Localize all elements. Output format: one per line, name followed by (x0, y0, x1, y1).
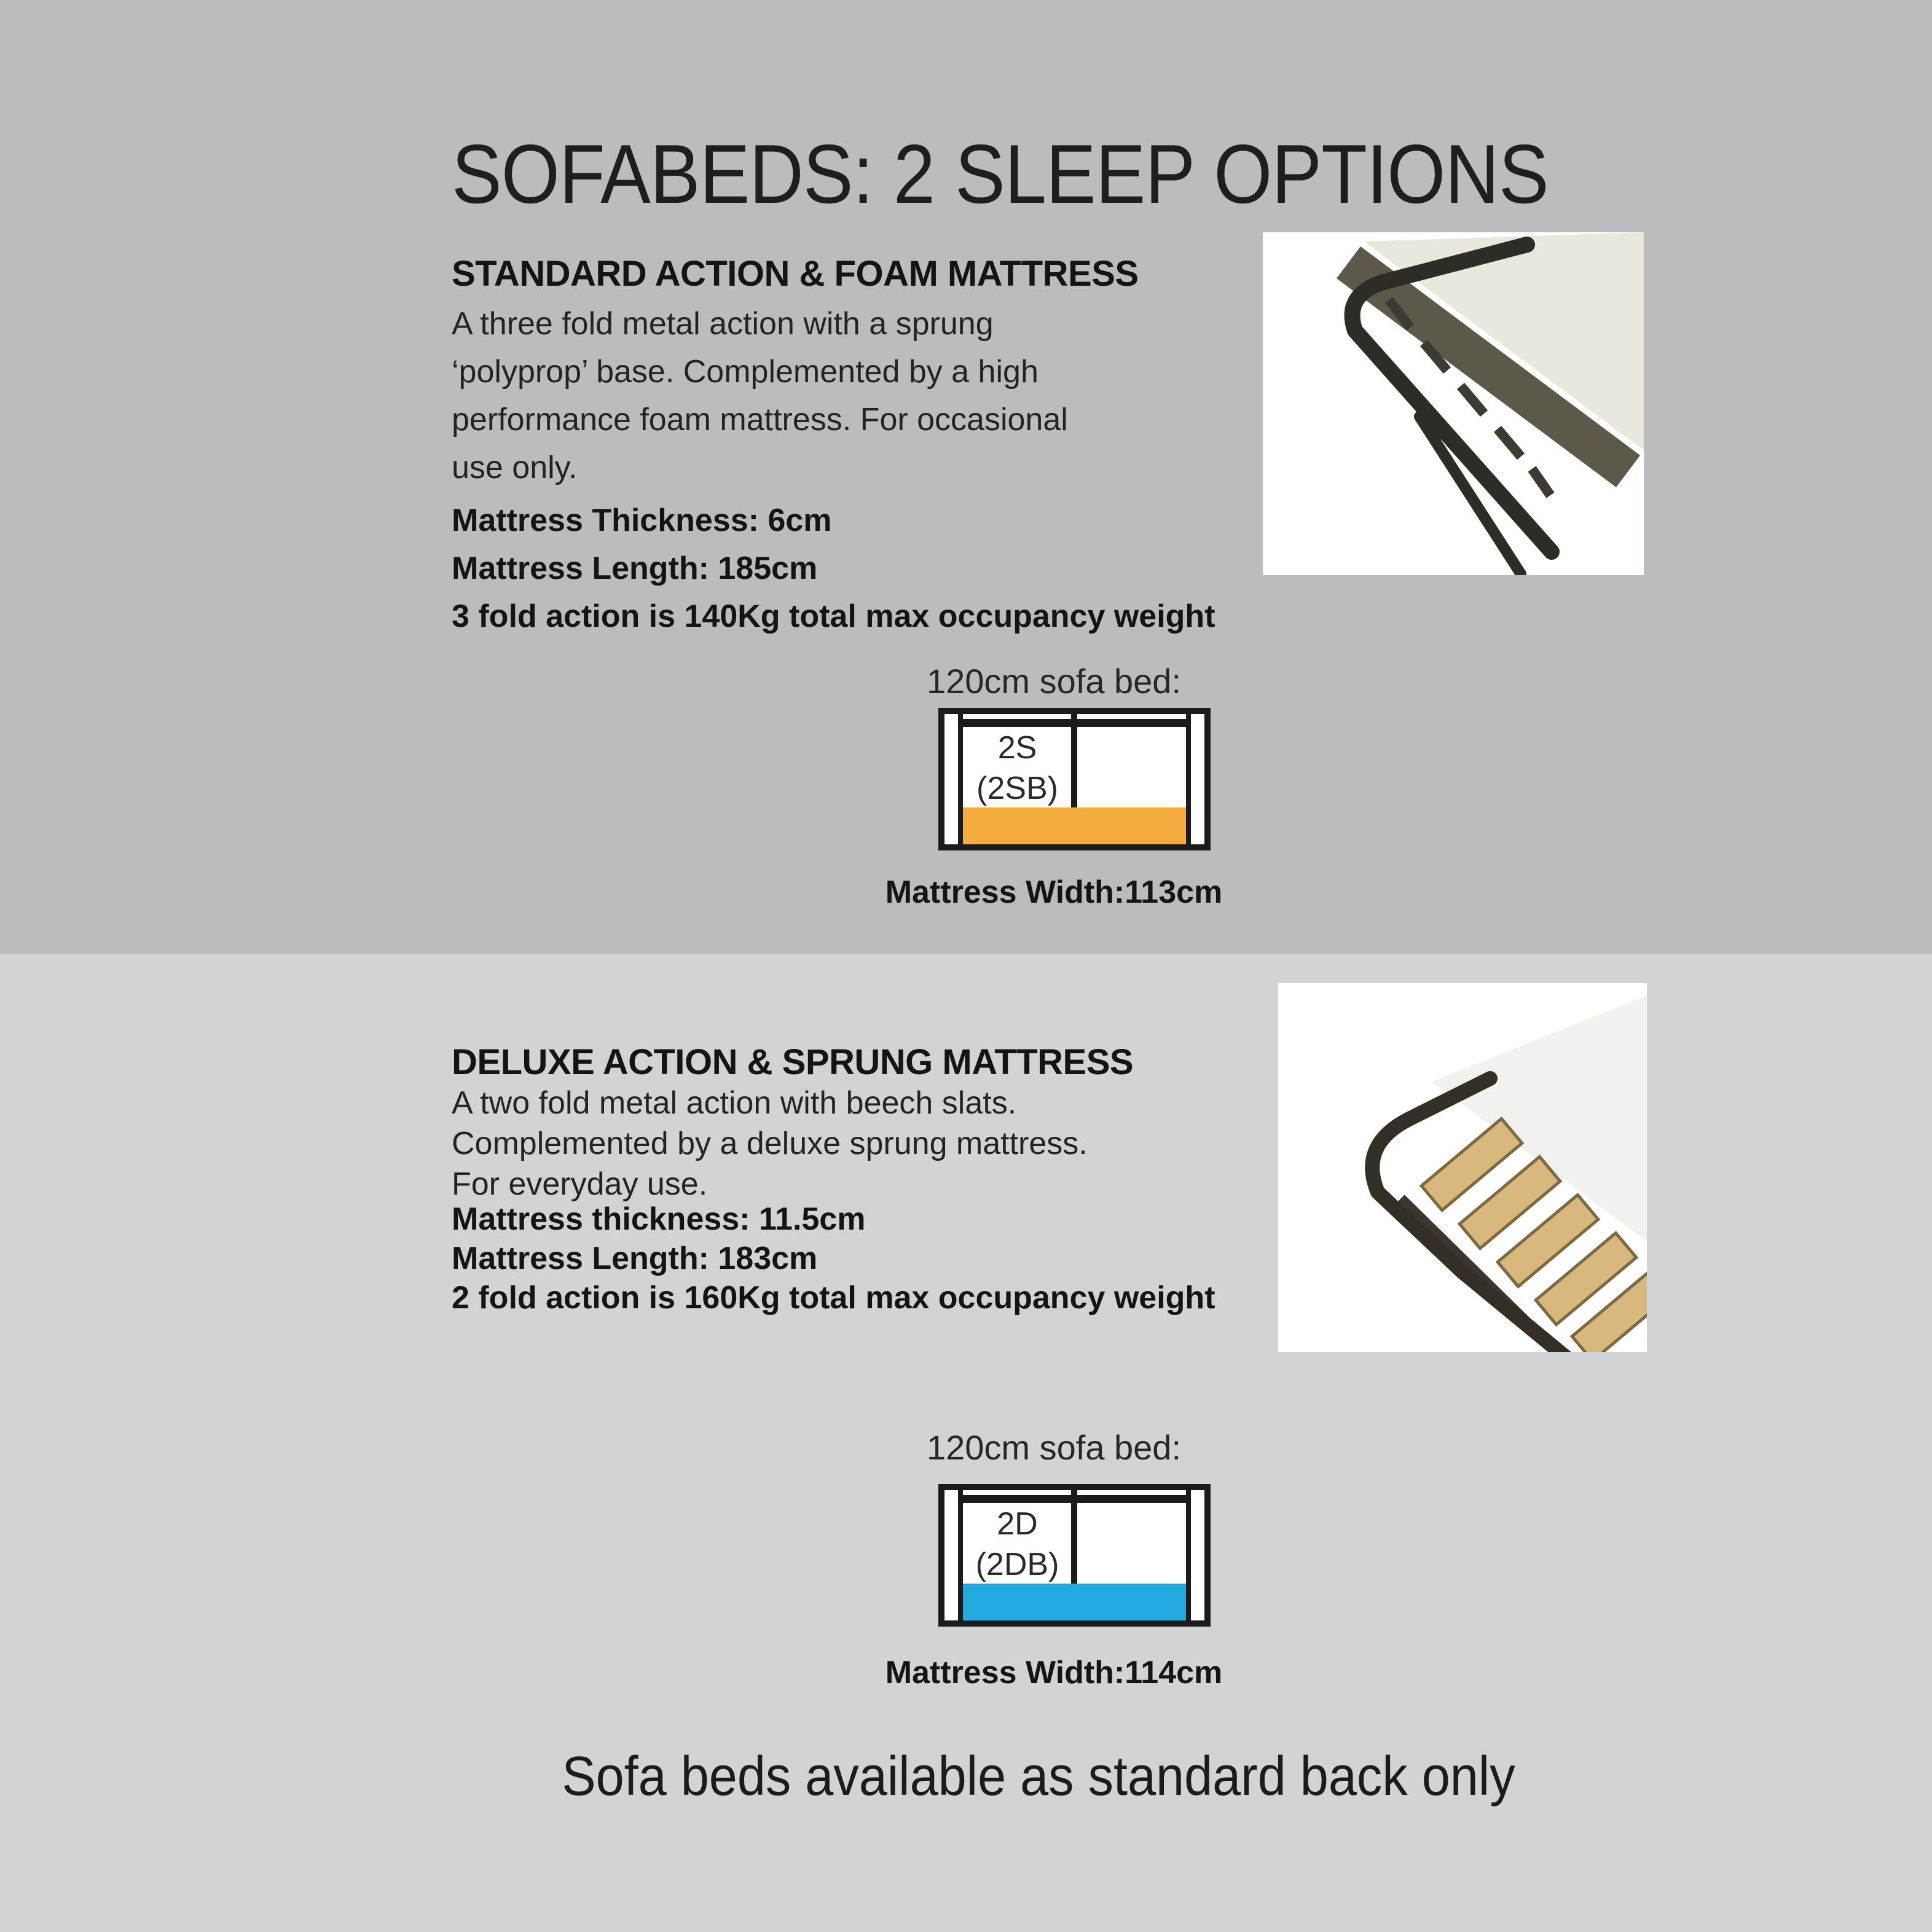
deluxe-mattress-width-note: Mattress Width:114cm (885, 1655, 1223, 1690)
deluxe-section-heading: DELUXE ACTION & SPRUNG MATTRESS (452, 1042, 1134, 1082)
description-line: ‘polyprop’ base. Complemented by a high (452, 354, 1039, 390)
deluxe-section-description (452, 1083, 1088, 1204)
seat-divider-line (1071, 1490, 1077, 1584)
standard-diagram-size-label: 120cm sofa bed: (926, 662, 1182, 701)
model-code-line1: 2D (997, 1506, 1038, 1542)
spec-line-mattress-thickness: Mattress thickness: 11.5cm (452, 1201, 866, 1237)
deluxe-action-sprung-mattress-photo (1278, 983, 1647, 1352)
folded-bed-mechanism-illustration (1263, 232, 1644, 575)
spec-line-max-occupancy: 3 fold action is 140Kg total max occupancy weight (452, 599, 1215, 634)
model-code (963, 1504, 1072, 1585)
left-arm-line (958, 1490, 963, 1620)
availability-note: Sofa beds available as standard back only (562, 1746, 1515, 1807)
description-line: For everyday use. (452, 1166, 708, 1202)
spec-line-mattress-thickness: Mattress Thickness: 6cm (452, 503, 832, 538)
mattress-width-bar (963, 1584, 1186, 1620)
model-code-line2: (2DB) (975, 1547, 1059, 1582)
beech-slats-mechanism-illustration (1278, 983, 1647, 1352)
right-arm-line (1186, 1490, 1191, 1620)
spec-line-mattress-length: Mattress Length: 185cm (452, 551, 818, 586)
standard-section-heading: STANDARD ACTION & FOAM MATTRESS (452, 254, 1139, 294)
standard-section-specs (452, 497, 1215, 640)
description-line: use only. (452, 450, 578, 485)
model-code-line1: 2S (997, 730, 1037, 766)
spec-line-mattress-length: Mattress Length: 183cm (452, 1241, 818, 1276)
description-line: A three fold metal action with a sprung (452, 306, 994, 342)
deluxe-sofa-bed-diagram (938, 1484, 1211, 1627)
model-code (963, 728, 1072, 809)
standard-section-description (452, 300, 1068, 492)
description-line: A two fold metal action with beech slats. (452, 1085, 1017, 1121)
standard-action-foam-mattress-photo (1263, 232, 1644, 575)
page-title: SOFABEDS: 2 SLEEP OPTIONS (452, 127, 1549, 221)
left-arm-line (958, 714, 963, 844)
description-line: Complemented by a deluxe sprung mattress. (452, 1126, 1088, 1161)
model-code-line2: (2SB) (976, 771, 1058, 806)
description-line: performance foam mattress. For occasional (452, 402, 1068, 438)
deluxe-section-specs (452, 1200, 1215, 1317)
mattress-width-bar (963, 807, 1186, 844)
seat-divider-line (1071, 714, 1077, 807)
spec-line-max-occupancy: 2 fold action is 160Kg total max occupancy weight (452, 1280, 1215, 1316)
deluxe-diagram-size-label: 120cm sofa bed: (926, 1428, 1182, 1467)
right-arm-line (1186, 714, 1191, 844)
standard-sofa-bed-diagram (938, 708, 1211, 850)
standard-mattress-width-note: Mattress Width:113cm (885, 874, 1223, 910)
